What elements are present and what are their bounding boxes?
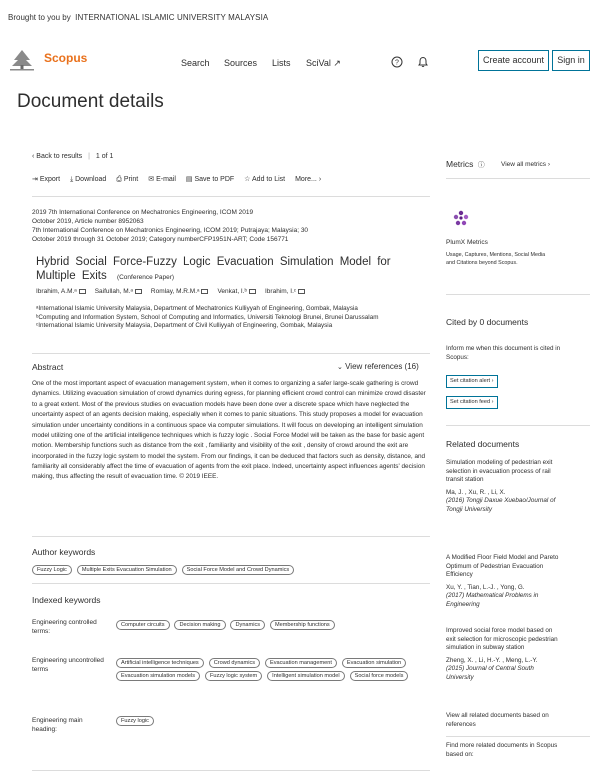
nav-sources[interactable]: Sources	[224, 58, 258, 68]
keyword-pill[interactable]: Evacuation simulation	[342, 658, 406, 668]
keyword-pill[interactable]: Artificial intelligence techniques	[116, 658, 204, 668]
kw-group-label: Engineering uncontrolled terms	[32, 657, 104, 673]
related-title-link[interactable]: Simulation modeling of pedestrian exit selection in evacuation process of rail transit station	[446, 459, 553, 483]
email-icon[interactable]	[135, 289, 142, 294]
plumx-title[interactable]: PlumX Metrics	[446, 239, 488, 246]
info-icon[interactable]: ⓘ	[477, 162, 485, 169]
paper-type: (Conference Paper)	[116, 274, 175, 282]
kw-group-label: Engineering main heading:	[32, 717, 83, 733]
email-icon[interactable]	[201, 289, 208, 294]
keyword-pill[interactable]: Computer circuits	[116, 620, 170, 630]
kw-group-items	[116, 657, 416, 682]
kw-group-items	[116, 716, 157, 726]
keyword-pill[interactable]: Intelligent simulation model	[267, 671, 344, 681]
back-row: ‹ Back to results | 1 of 1	[32, 153, 114, 160]
email-icon[interactable]	[298, 289, 305, 294]
sign-in-button[interactable]: Sign in	[552, 50, 590, 71]
meta-line[interactable]: 2019 7th International Conference on Mechatronics Engineering, ICOM 2019	[32, 209, 254, 216]
related-document	[446, 627, 558, 682]
kw-group-label: Engineering controlled terms:	[32, 619, 97, 635]
divider	[446, 294, 590, 295]
pdf-icon: ▤	[185, 176, 193, 183]
email-button[interactable]: ✉ E-mail	[148, 176, 176, 183]
download-icon: ⤓	[70, 176, 74, 183]
print-icon: ⎙	[116, 176, 122, 183]
divider	[446, 178, 590, 179]
metrics-heading: Metrics ⓘ	[446, 159, 485, 169]
find-more-related: Find more related documents in Scopus based on:	[446, 742, 558, 758]
keyword-pill[interactable]: Decision making	[174, 620, 225, 630]
bell-icon[interactable]	[417, 56, 429, 68]
email-icon[interactable]	[79, 289, 86, 294]
view-references-link[interactable]: ⌄ View references (16)	[337, 362, 419, 371]
author[interactable]: Romlay, M.R.M.ᵃ	[151, 288, 209, 296]
indexed-keywords-heading: Indexed keywords	[32, 595, 101, 605]
cited-description: Inform me when this document is cited in Scopus:	[446, 345, 561, 361]
add-list-icon: ☆	[244, 176, 251, 183]
related-source: (2017) Mathematical Problems in Engineering	[446, 592, 539, 608]
view-all-metrics-link[interactable]: View all metrics ›	[501, 161, 551, 168]
institution-name: INTERNATIONAL ISLAMIC UNIVERSITY MALAYSIA	[75, 13, 269, 22]
print-button[interactable]: ⎙ Print	[116, 176, 139, 183]
divider	[446, 736, 590, 737]
divider	[32, 536, 430, 537]
divider	[32, 353, 430, 354]
author[interactable]: Ibrahim, I.ᶜ	[265, 288, 305, 296]
divider	[32, 196, 430, 197]
document-title	[36, 255, 426, 284]
result-position: 1 of 1	[95, 153, 114, 160]
export-button[interactable]: ⇥ Export	[32, 176, 61, 183]
chevron-down-icon: ⌄	[337, 364, 343, 371]
scopus-logo[interactable]	[8, 46, 87, 72]
nav-search[interactable]: Search	[181, 58, 210, 68]
svg-text:?: ?	[395, 59, 399, 67]
related-title-link[interactable]: Improved social force model based on exit selection for microscopic pedestrian simulation in subway station	[446, 627, 558, 651]
keyword-pill[interactable]: Dynamics	[230, 620, 265, 630]
export-icon: ⇥	[32, 176, 38, 183]
keyword-pill[interactable]: Fuzzy logic system	[205, 671, 262, 681]
author-keywords-list	[32, 565, 297, 575]
email-icon[interactable]	[249, 289, 256, 294]
divider	[446, 425, 590, 426]
meta-line: October 2019 through 31 October 2019; Category numberCFP1951N-ART; Code 156771	[32, 236, 289, 244]
title-text: Hybrid Social Force-Fuzzy Logic Evacuation Simulation Model for Multiple Exits	[36, 256, 391, 283]
abstract-text: One of the most important aspect of evacuation management system, when it comes to organizing a safer large-scale gathering is crowd dynamics. Utilizing evacuation simulation of crowd dynamics during egress, for planning efficient crowd control can minimize crowd disaster to a great extent. Most of the previous studies on evacuation models have been done over a discrete space which have neglected the uncertainty aspect of an agents decision making, especially when it comes to panic situations. This study proposes a model for evacuation simulation under uncertainty conditions in a continuous space via computer simulations. It will focus on developing an intelligent simulation model utilizing one of the artificial intelligence techniques which is fuzzy logic . Social Force Model will be taken as the base for basic agent motion. Membership functions such as distance from the exit , familiarity and visibility of the exit , density of crowd around the exit are incorporated in the fuzzy logic system to model the system. From our findings, it can be deduced that factors such as density, distance, and familiarity all considerably affect the time of evacuation of agents from the exit place. Indeed, uncertainty aspect influences agents' decision making, thus affecting the result of evacuation time. © 2019 IEEE.	[32, 380, 426, 481]
keyword-pill[interactable]: Social force models	[350, 671, 409, 681]
affiliation: ᵃInternational Islamic University Malaysia, Department of Mechatronics Kulliyyah of Engineering, Gombak, Malaysia	[36, 305, 358, 312]
kw-group-items	[116, 620, 430, 630]
divider	[32, 583, 430, 584]
related-document	[446, 554, 561, 609]
elsevier-tree-icon	[8, 46, 36, 72]
set-citation-feed-button[interactable]: Set citation feed ›	[446, 396, 498, 409]
related-source: (2015) Journal of Central South University	[446, 665, 534, 681]
affiliation: ᵇComputing and Information System, School of Computing and Informatics, Universiti Teknologi Brunei, Brunei Darussalam	[36, 313, 379, 321]
meta-line: 7th International Conference on Mechatronics Engineering, ICOM 2019; Putrajaya; Malaysia; 30	[32, 227, 309, 235]
affiliation: ᶜInternational Islamic University Malaysia, Department of Civil Kulliyyah of Engineering, Gombak, Malaysia	[36, 322, 333, 329]
keyword-pill[interactable]: Crowd dynamics	[209, 658, 260, 668]
author[interactable]: Saifullah, M.ᵃ	[95, 288, 142, 296]
create-account-button[interactable]: Create account	[478, 50, 549, 71]
plumx-description: Usage, Captures, Mentions, Social Media and Citations beyond Scopus.	[446, 252, 546, 267]
view-all-related-link[interactable]: View all related documents based on references	[446, 712, 549, 728]
keyword-pill[interactable]: Social Force Model and Crowd Dynamics	[182, 565, 295, 575]
keyword-pill[interactable]: Evacuation management	[265, 658, 337, 668]
email-icon: ✉	[148, 176, 155, 183]
back-to-results-link[interactable]: ‹ Back to results	[32, 153, 83, 160]
action-bar	[32, 175, 321, 184]
download-button[interactable]: ⤓ Download	[70, 176, 107, 183]
author[interactable]: Ibrahim, A.M.ᵃ	[36, 288, 86, 296]
save-to-pdf-button[interactable]: ▤ Save to PDF	[185, 176, 235, 183]
set-citation-alert-button[interactable]: Set citation alert ›	[446, 375, 498, 388]
meta-line: October 2019, Article number 8952063	[32, 218, 144, 226]
nav-scival[interactable]: SciVal ↗	[306, 58, 341, 68]
more-button[interactable]: More... ›	[295, 176, 322, 183]
add-to-list-button[interactable]: ☆ Add to List	[244, 176, 286, 183]
help-icon[interactable]	[391, 56, 403, 68]
abstract-heading: Abstract	[32, 362, 64, 372]
related-source: (2016) Tongji Daxue Xuebao/Journal of Tongji University	[446, 497, 556, 513]
nav-lists[interactable]: Lists	[272, 58, 291, 68]
logo-text: Scopus	[44, 51, 88, 66]
author[interactable]: Venkat, I.ᵇ	[217, 288, 256, 296]
keyword-pill[interactable]: Evacuation simulation models	[116, 671, 200, 681]
related-document	[446, 459, 558, 514]
keyword-pill[interactable]: Fuzzy logic	[116, 716, 154, 726]
page-title: Document details	[17, 91, 164, 112]
keyword-pill[interactable]: Multiple Exits Evacuation Simulation	[77, 565, 177, 575]
plumx-icon	[453, 210, 469, 226]
author-keywords-heading: Author keywords	[32, 547, 96, 557]
publication-meta	[32, 208, 308, 244]
related-authors[interactable]: Ma, J. , Xu, R. , Li, X.	[446, 488, 506, 496]
keyword-pill[interactable]: Membership functions	[270, 620, 335, 630]
affiliations	[36, 305, 428, 331]
related-heading: Related documents	[446, 439, 520, 449]
cited-heading: Cited by 0 documents	[446, 317, 529, 327]
related-title-link[interactable]: A Modified Floor Field Model and Pareto Optimum of Pedestrian Evacuation Efficiency	[446, 554, 559, 578]
brought-prefix: Brought to you by	[8, 13, 71, 22]
author-list	[36, 288, 305, 296]
divider	[32, 770, 430, 771]
brought-to-you	[8, 13, 268, 23]
related-authors[interactable]: Zheng, X. , Li, H.-Y. , Meng, L.-Y.	[446, 656, 538, 664]
keyword-pill[interactable]: Fuzzy Logic	[32, 565, 72, 575]
related-authors[interactable]: Xu, Y. , Tian, L.-J. , Yong, G.	[446, 583, 525, 591]
